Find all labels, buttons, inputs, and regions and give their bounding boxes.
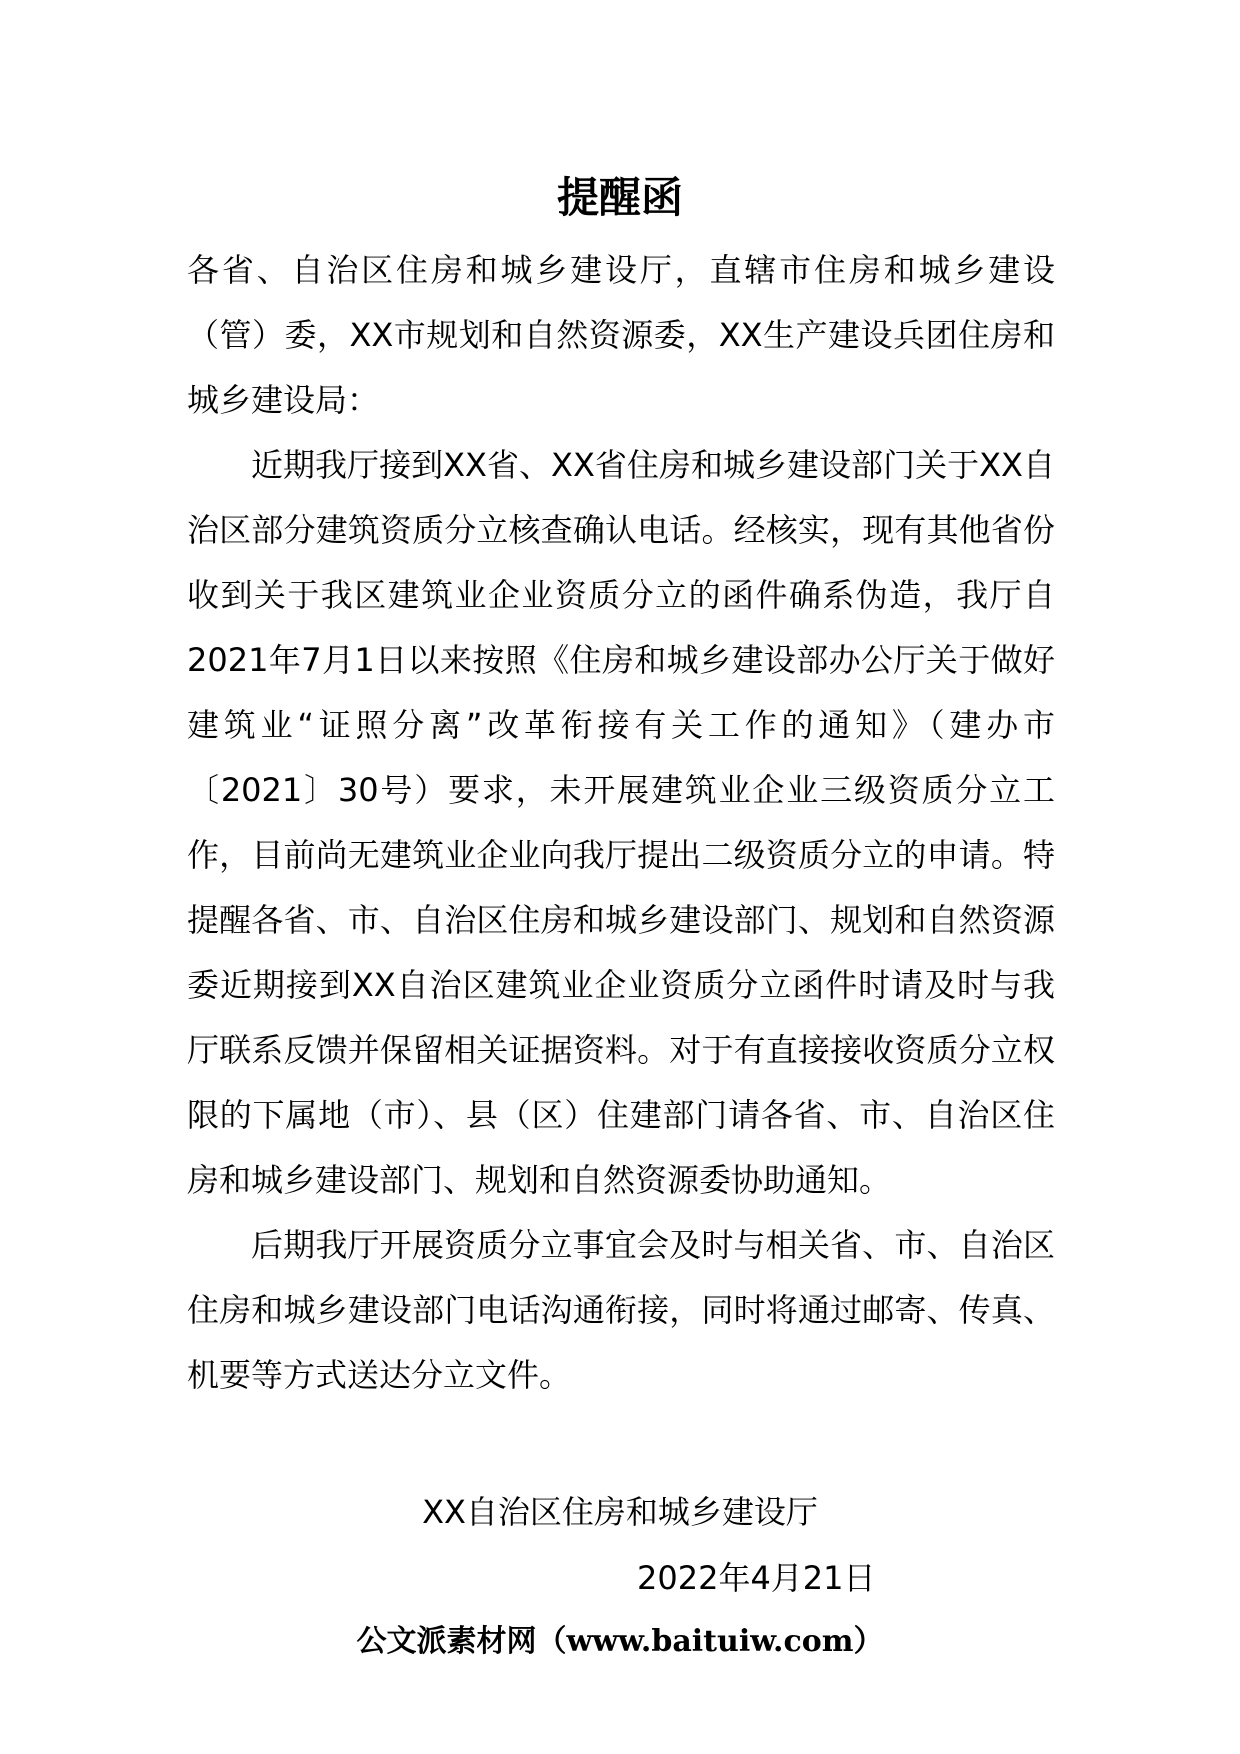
document-title: 提醒函 (556, 173, 683, 222)
signature-organization: XX自治区住房和城乡建设厅 (422, 1493, 818, 1531)
addressee: 各省、自治区住房和城乡建设厅，直辖市住房和城乡建设（管）委，XX市规划和自然资源委，XX生产建设兵团住房和城乡建设局： (187, 251, 1055, 419)
body-paragraph-2: 后期我厅开展资质分立事宜会及时与相关省、市、自治区住房和城乡建设部门电话沟通衔接，同时将通过邮寄、传真、机要等方式送达分立文件。 (187, 1226, 1055, 1394)
body-paragraph-1: 近期我厅接到XX省、XX省住房和城乡建设部门关于XX自治区部分建筑资质分立核查确认电话。经核实，现有其他省份收到关于我区建筑业企业资质分立的函件确系伪造，我厅自2021年7月1日以来按照《住房和城乡建设部办公厅关于做好建筑业“证照分离”改革衔接有关工作的通知》（建办市〔2021〕30号）要求，未开展建筑业企业三级资质分立工作，目前尚无建筑业企业向我厅提出二级资质分立的申请。特提醒各省、市、自治区住房和城乡建设部门、规划和自然资源委近期接到XX自治区建筑业企业资质分立函件时请及时与我厅联系反馈并保留相关证据资料。对于有直接接收资质分立权限的下属地（市）、县（区）住建部门请各省、市、自治区住房和城乡建设部门、规划和自然资源委协助通知。 (187, 446, 1055, 1199)
footer-watermark: 公文派素材网（www.baituiw.com） (356, 1624, 884, 1659)
signature-date: 2022年4月21日 (637, 1559, 876, 1597)
document-body (187, 238, 1055, 1408)
